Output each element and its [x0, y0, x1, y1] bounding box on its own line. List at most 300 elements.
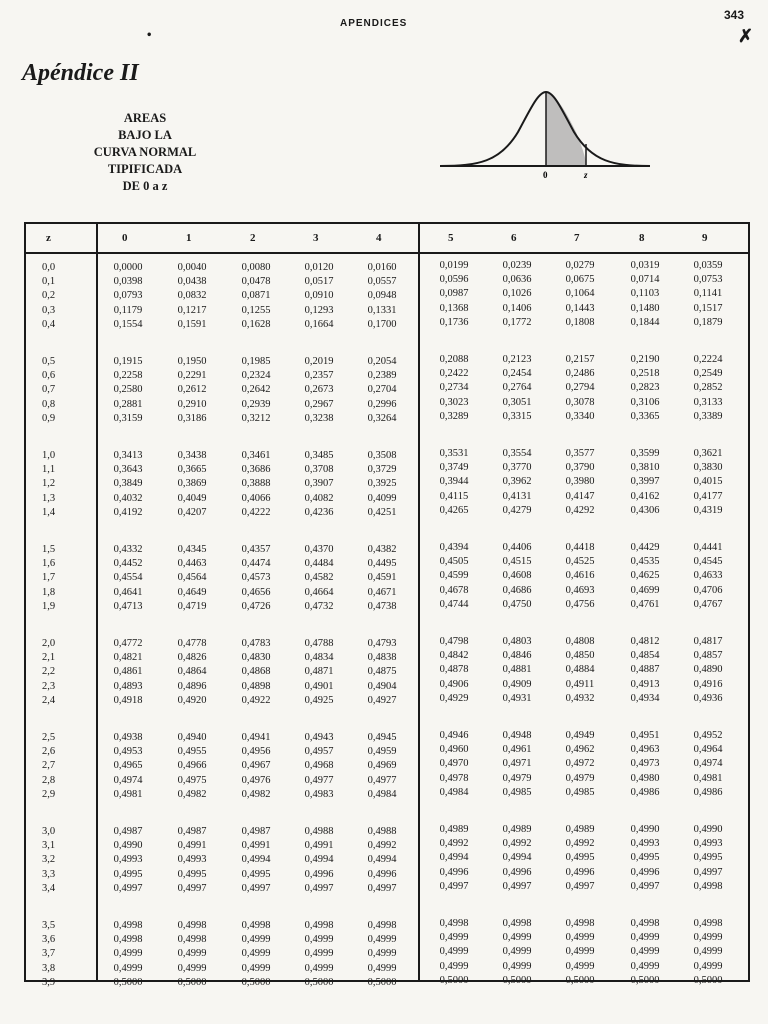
z-value: 2,5 — [42, 732, 56, 743]
z-value: 2,6 — [42, 746, 56, 758]
table-cell: 0,4987 — [177, 826, 207, 837]
table-cell: 0,4945 — [367, 732, 397, 743]
table-cell: 0,1406 — [502, 302, 532, 314]
z-value: 2,4 — [42, 694, 56, 706]
table-cell: 0,4821 — [113, 652, 143, 664]
table-cell: 0,0279 — [565, 260, 595, 271]
table-cell: 0,4999 — [241, 934, 271, 946]
table-cell: 0,3729 — [367, 464, 397, 476]
table-cell: 0,4990 — [693, 824, 723, 835]
table-cell: 0,4985 — [565, 786, 595, 798]
table-cell: 0,4997 — [241, 882, 271, 894]
table-cell: 0,4977 — [304, 774, 334, 786]
table-cell: 0,4987 — [113, 826, 143, 837]
table-cell: 0,4997 — [304, 882, 334, 894]
table-cell: 0,4292 — [565, 504, 595, 516]
table-cell: 0,4783 — [241, 638, 271, 649]
table-cell: 0,4999 — [177, 962, 207, 974]
z-value: 0,6 — [42, 370, 56, 382]
table-cell: 0,5000 — [177, 976, 207, 988]
table-cell: 0,4591 — [367, 572, 397, 584]
table-cell: 0,4990 — [630, 824, 660, 835]
table-cell: 0,4931 — [502, 692, 532, 704]
table-cell: 0,4846 — [502, 650, 532, 662]
table-cell: 0,4545 — [693, 556, 723, 568]
table-cell: 0,1554 — [113, 318, 143, 330]
table-cell: 0,4750 — [502, 598, 532, 610]
table-cell: 0,4998 — [177, 920, 207, 931]
table-cell: 0,0398 — [113, 276, 143, 288]
table-cell: 0,4964 — [693, 744, 723, 756]
table-cell: 0,4608 — [502, 570, 532, 582]
table-cell: 0,4906 — [439, 678, 469, 690]
table-cell: 0,0239 — [502, 260, 532, 271]
table-cell: 0,4192 — [113, 506, 143, 518]
table-cell: 0,4890 — [693, 664, 723, 676]
table-cell: 0,4854 — [630, 650, 660, 662]
table-cell: 0,5000 — [367, 976, 397, 988]
table-cell: 0,4162 — [630, 490, 660, 502]
table-cell: 0,4973 — [630, 758, 660, 770]
table-cell: 0,3686 — [241, 464, 271, 476]
table-cell: 0,0793 — [113, 290, 143, 302]
table-cell: 0,1985 — [241, 356, 271, 367]
table-cell: 0,4999 — [565, 946, 595, 958]
table-cell: 0,1368 — [439, 302, 469, 314]
table-cell: 0,3438 — [177, 450, 207, 461]
table-cell: 0,4991 — [304, 840, 334, 852]
table-cell: 0,4998 — [693, 880, 723, 892]
column-header: 5 — [448, 232, 454, 244]
table-cell: 0,3212 — [241, 412, 271, 424]
table-cell: 0,2088 — [439, 354, 469, 365]
table-cell: 0,4993 — [113, 854, 143, 866]
subtitle-line: BAJO LA — [118, 128, 172, 142]
table-cell: 0,2389 — [367, 370, 397, 382]
table-cell: 0,4706 — [693, 584, 723, 596]
table-cell: 0,4927 — [367, 694, 397, 706]
table-cell: 0,2422 — [439, 368, 469, 380]
table-cell: 0,4756 — [565, 598, 595, 610]
table-cell: 0,4826 — [177, 652, 207, 664]
table-cell: 0,0714 — [630, 274, 660, 286]
table-cell: 0,4693 — [565, 584, 595, 596]
table-cell: 0,2580 — [113, 384, 143, 396]
table-cell: 0,4952 — [693, 730, 723, 741]
table-cell: 0,0948 — [367, 290, 397, 302]
table-cell: 0,4699 — [630, 584, 660, 596]
table-cell: 0,0910 — [304, 290, 334, 302]
table-cell: 0,4633 — [693, 570, 723, 582]
table-cell: 0,2518 — [630, 368, 660, 380]
table-cell: 0,4998 — [630, 918, 660, 929]
table-cell: 0,4999 — [439, 960, 469, 972]
table-cell: 0,4744 — [439, 598, 469, 610]
table-cell: 0,4943 — [304, 732, 334, 743]
table-cell: 0,1179 — [113, 304, 143, 316]
table-cell: 0,4999 — [113, 948, 143, 960]
table-cell: 0,3708 — [304, 464, 334, 476]
z-value: 0,3 — [42, 304, 56, 316]
z-value: 1,5 — [42, 544, 56, 555]
table-cell: 0,2454 — [502, 368, 532, 380]
table-cell: 0,4834 — [304, 652, 334, 664]
table-cell: 0,3554 — [502, 448, 532, 459]
table-cell: 0,4441 — [693, 542, 723, 553]
table-cell: 0,4997 — [367, 882, 397, 894]
table-cell: 0,1950 — [177, 356, 207, 367]
table-cell: 0,4992 — [502, 838, 532, 850]
table-cell: 0,4898 — [241, 680, 271, 692]
table-cell: 0,4099 — [367, 492, 397, 504]
table-cell: 0,4959 — [367, 746, 397, 758]
table-cell: 0,3461 — [241, 450, 271, 461]
table-cell: 0,1331 — [367, 304, 397, 316]
table-cell: 0,4996 — [439, 866, 469, 878]
table-cell: 0,2190 — [630, 354, 660, 365]
table-cell: 0,4936 — [693, 692, 723, 704]
table-cell: 0,4394 — [439, 542, 469, 553]
table-cell: 0,4641 — [113, 586, 143, 598]
table-cell: 0,1591 — [177, 318, 207, 330]
table-cell: 0,4981 — [693, 772, 723, 784]
table-cell: 0,3485 — [304, 450, 334, 461]
table-cell: 0,4525 — [565, 556, 595, 568]
table-cell: 0,4972 — [565, 758, 595, 770]
table-cell: 0,4678 — [439, 584, 469, 596]
table-cell: 0,2612 — [177, 384, 207, 396]
z-value: 3,3 — [42, 868, 56, 880]
table-cell: 0,4686 — [502, 584, 532, 596]
table-cell: 0,3925 — [367, 478, 397, 490]
table-cell: 0,4957 — [304, 746, 334, 758]
table-cell: 0,4115 — [439, 490, 469, 502]
table-cell: 0,0596 — [439, 274, 469, 286]
table-cell: 0,4985 — [502, 786, 532, 798]
table-cell: 0,4994 — [241, 854, 271, 866]
table-cell: 0,4999 — [241, 948, 271, 960]
table-cell: 0,4955 — [177, 746, 207, 758]
table-cell: 0,4131 — [502, 490, 532, 502]
table-cell: 0,0478 — [241, 276, 271, 288]
table-cell: 0,5000 — [304, 976, 334, 988]
table-cell: 0,4838 — [367, 652, 397, 664]
table-cell: 0,4554 — [113, 572, 143, 584]
table-cell: 0,3997 — [630, 476, 660, 488]
table-cell: 0,4922 — [241, 694, 271, 706]
table-cell: 0,2734 — [439, 382, 469, 394]
table-cell: 0,4911 — [565, 678, 595, 690]
table-cell: 0,3051 — [502, 396, 532, 408]
table-cell: 0,2054 — [367, 356, 397, 367]
z-value: 2,7 — [42, 760, 56, 772]
table-cell: 0,4997 — [113, 882, 143, 894]
table-cell: 0,5000 — [693, 974, 723, 986]
table-cell: 0,4997 — [177, 882, 207, 894]
table-cell: 0,4871 — [304, 666, 334, 678]
table-cell: 0,4974 — [113, 774, 143, 786]
table-cell: 0,2852 — [693, 382, 723, 394]
table-cell: 0,0040 — [177, 262, 207, 273]
table-cell: 0,4999 — [304, 934, 334, 946]
table-cell: 0,4515 — [502, 556, 532, 568]
table-cell: 0,0000 — [113, 262, 143, 273]
table-cell: 0,4999 — [367, 948, 397, 960]
table-cell: 0,4982 — [241, 788, 271, 800]
table-cell: 0,4861 — [113, 666, 143, 678]
table-cell: 0,4960 — [439, 744, 469, 756]
table-cell: 0,3643 — [113, 464, 143, 476]
table-cell: 0,4406 — [502, 542, 532, 553]
table-cell: 0,4992 — [439, 838, 469, 850]
table-cell: 0,4984 — [367, 788, 397, 800]
table-cell: 0,4992 — [565, 838, 595, 850]
table-cell: 0,4916 — [693, 678, 723, 690]
table-cell: 0,3621 — [693, 448, 723, 459]
table-cell: 0,3790 — [565, 462, 595, 474]
table-cell: 0,4418 — [565, 542, 595, 553]
table-cell: 0,4997 — [693, 866, 723, 878]
z-value: 1,2 — [42, 478, 56, 490]
table-cell: 0,1064 — [565, 288, 595, 300]
table-cell: 0,4306 — [630, 504, 660, 516]
table-cell: 0,0675 — [565, 274, 595, 286]
table-cell: 0,0557 — [367, 276, 397, 288]
table-cell: 0,1217 — [177, 304, 207, 316]
table-cell: 0,4793 — [367, 638, 397, 649]
figure-label-zero: 0 — [543, 170, 548, 180]
table-cell: 0,4999 — [630, 960, 660, 972]
table-cell: 0,4998 — [367, 920, 397, 931]
table-cell: 0,4582 — [304, 572, 334, 584]
table-cell: 0,1026 — [502, 288, 532, 300]
table-cell: 0,4978 — [439, 772, 469, 784]
table-cell: 0,4992 — [367, 840, 397, 852]
table-cell: 0,4989 — [439, 824, 469, 835]
table-cell: 0,3830 — [693, 462, 723, 474]
table-cell: 0,3907 — [304, 478, 334, 490]
table-divider-middle — [418, 224, 420, 980]
speck-mark-icon: • — [146, 30, 153, 41]
table-cell: 0,4656 — [241, 586, 271, 598]
table-cell: 0,4998 — [241, 920, 271, 931]
table-cell: 0,4986 — [693, 786, 723, 798]
table-cell: 0,3078 — [565, 396, 595, 408]
table-cell: 0,4032 — [113, 492, 143, 504]
table-cell: 0,1480 — [630, 302, 660, 314]
table-cell: 0,4996 — [502, 866, 532, 878]
table-cell: 0,4966 — [177, 760, 207, 772]
table-cell: 0,2704 — [367, 384, 397, 396]
table-cell: 0,3413 — [113, 450, 143, 461]
table-cell: 0,0636 — [502, 274, 532, 286]
table-cell: 0,1255 — [241, 304, 271, 316]
table-cell: 0,3869 — [177, 478, 207, 490]
z-column-header: z — [46, 232, 51, 244]
table-cell: 0,1517 — [693, 302, 723, 314]
z-value: 1,8 — [42, 586, 56, 598]
table-cell: 0,2823 — [630, 382, 660, 394]
table-cell: 0,4998 — [113, 934, 143, 946]
table-cell: 0,4887 — [630, 664, 660, 676]
table-cell: 0,2794 — [565, 382, 595, 394]
table-cell: 0,4980 — [630, 772, 660, 784]
table-cell: 0,4949 — [565, 730, 595, 741]
z-value: 3,8 — [42, 962, 56, 974]
table-cell: 0,4999 — [367, 962, 397, 974]
table-cell: 0,3365 — [630, 410, 660, 422]
column-header: 3 — [313, 232, 319, 244]
table-cell: 0,4994 — [502, 852, 532, 864]
table-cell: 0,4995 — [630, 852, 660, 864]
table-cell: 0,5000 — [113, 976, 143, 988]
table-cell: 0,4925 — [304, 694, 334, 706]
table-cell: 0,4995 — [565, 852, 595, 864]
table-cell: 0,4878 — [439, 664, 469, 676]
table-cell: 0,4913 — [630, 678, 660, 690]
table-cell: 0,4279 — [502, 504, 532, 516]
table-cell: 0,4864 — [177, 666, 207, 678]
z-value: 3,7 — [42, 948, 56, 960]
table-cell: 0,4994 — [439, 852, 469, 864]
table-cell: 0,4236 — [304, 506, 334, 518]
table-cell: 0,4732 — [304, 600, 334, 612]
table-cell: 0,4997 — [502, 880, 532, 892]
page-number: 343 — [724, 8, 745, 22]
table-cell: 0,4998 — [304, 920, 334, 931]
table-cell: 0,4938 — [113, 732, 143, 743]
subtitle-line: TIPIFICADA — [107, 162, 183, 176]
table-cell: 0,4761 — [630, 598, 660, 610]
table-cell: 0,2967 — [304, 398, 334, 410]
z-value: 0,8 — [42, 398, 56, 410]
table-cell: 0,4995 — [177, 868, 207, 880]
table-cell: 0,2258 — [113, 370, 143, 382]
z-value: 0,1 — [42, 276, 56, 288]
table-cell: 0,1879 — [693, 316, 723, 328]
table-cell: 0,0359 — [693, 260, 723, 271]
table-cell: 0,4962 — [565, 744, 595, 756]
table-cell: 0,4918 — [113, 694, 143, 706]
table-cell: 0,4994 — [304, 854, 334, 866]
table-cell: 0,3133 — [693, 396, 723, 408]
table-cell: 0,1103 — [630, 288, 660, 300]
table-cell: 0,4975 — [177, 774, 207, 786]
table-cell: 0,3389 — [693, 410, 723, 422]
table-cell: 0,3023 — [439, 396, 469, 408]
table-cell: 0,0832 — [177, 290, 207, 302]
table-cell: 0,4984 — [439, 786, 469, 798]
z-value: 3,5 — [42, 920, 56, 931]
table-cell: 0,3264 — [367, 412, 397, 424]
table-cell: 0,4993 — [630, 838, 660, 850]
table-cell: 0,1808 — [565, 316, 595, 328]
table-cell: 0,4616 — [565, 570, 595, 582]
table-cell: 0,3531 — [439, 448, 469, 459]
table-cell: 0,4319 — [693, 504, 723, 516]
table-cell: 0,5000 — [630, 974, 660, 986]
z-value: 1,0 — [42, 450, 56, 461]
table-cell: 0,4382 — [367, 544, 397, 555]
table-cell: 0,4940 — [177, 732, 207, 743]
table-cell: 0,5000 — [565, 974, 595, 986]
table-cell: 0,4997 — [565, 880, 595, 892]
table-cell: 0,4564 — [177, 572, 207, 584]
table-cell: 0,3980 — [565, 476, 595, 488]
z-value: 3,9 — [42, 976, 56, 988]
table-cell: 0,3159 — [113, 412, 143, 424]
z-value: 0,5 — [42, 356, 56, 367]
table-cell: 0,4989 — [502, 824, 532, 835]
table-cell: 0,4998 — [565, 918, 595, 929]
table-cell: 0,4988 — [367, 826, 397, 837]
table-cell: 0,2019 — [304, 356, 334, 367]
table-cell: 0,2549 — [693, 368, 723, 380]
table-cell: 0,4968 — [304, 760, 334, 772]
table-cell: 0,2764 — [502, 382, 532, 394]
table-cell: 0,4999 — [502, 946, 532, 958]
table-cell: 0,4999 — [177, 948, 207, 960]
table-cell: 0,4573 — [241, 572, 271, 584]
table-cell: 0,4015 — [693, 476, 723, 488]
table-cell: 0,4979 — [502, 772, 532, 784]
table-cell: 0,4995 — [113, 868, 143, 880]
table-cell: 0,2996 — [367, 398, 397, 410]
z-value: 3,1 — [42, 840, 56, 852]
z-value: 2,2 — [42, 666, 56, 678]
table-cell: 0,4909 — [502, 678, 532, 690]
table-cell: 0,4997 — [439, 880, 469, 892]
table-cell: 0,3770 — [502, 462, 532, 474]
table-cell: 0,4999 — [502, 960, 532, 972]
table-cell: 0,4976 — [241, 774, 271, 786]
table-cell: 0,4999 — [241, 962, 271, 974]
table-cell: 0,3106 — [630, 396, 660, 408]
z-value: 3,4 — [42, 882, 56, 894]
table-cell: 0,1141 — [693, 288, 723, 300]
table-cell: 0,4370 — [304, 544, 334, 555]
table-cell: 0,4999 — [565, 960, 595, 972]
table-cell: 0,3238 — [304, 412, 334, 424]
table-cell: 0,4991 — [177, 840, 207, 852]
table-cell: 0,4998 — [693, 918, 723, 929]
table-cell: 0,2123 — [502, 354, 532, 365]
z-value: 3,2 — [42, 854, 56, 866]
table-cell: 0,5000 — [439, 974, 469, 986]
table-cell: 0,4664 — [304, 586, 334, 598]
table-cell: 0,1736 — [439, 316, 469, 328]
table-cell: 0,4713 — [113, 600, 143, 612]
z-value: 1,6 — [42, 558, 56, 570]
table-cell: 0,3962 — [502, 476, 532, 488]
table-cell: 0,4875 — [367, 666, 397, 678]
table-cell: 0,2939 — [241, 398, 271, 410]
table-header-row — [26, 224, 748, 254]
table-cell: 0,4767 — [693, 598, 723, 610]
table-cell: 0,4599 — [439, 570, 469, 582]
table-cell: 0,3599 — [630, 448, 660, 459]
running-head: APENDICES — [340, 18, 408, 29]
table-cell: 0,3749 — [439, 462, 469, 474]
table-cell: 0,2642 — [241, 384, 271, 396]
normal-curve-figure — [438, 82, 652, 182]
table-cell: 0,4994 — [367, 854, 397, 866]
table-cell: 0,4830 — [241, 652, 271, 664]
table-cell: 0,4535 — [630, 556, 660, 568]
table-cell: 0,4788 — [304, 638, 334, 649]
table-cell: 0,3315 — [502, 410, 532, 422]
table-cell: 0,3810 — [630, 462, 660, 474]
